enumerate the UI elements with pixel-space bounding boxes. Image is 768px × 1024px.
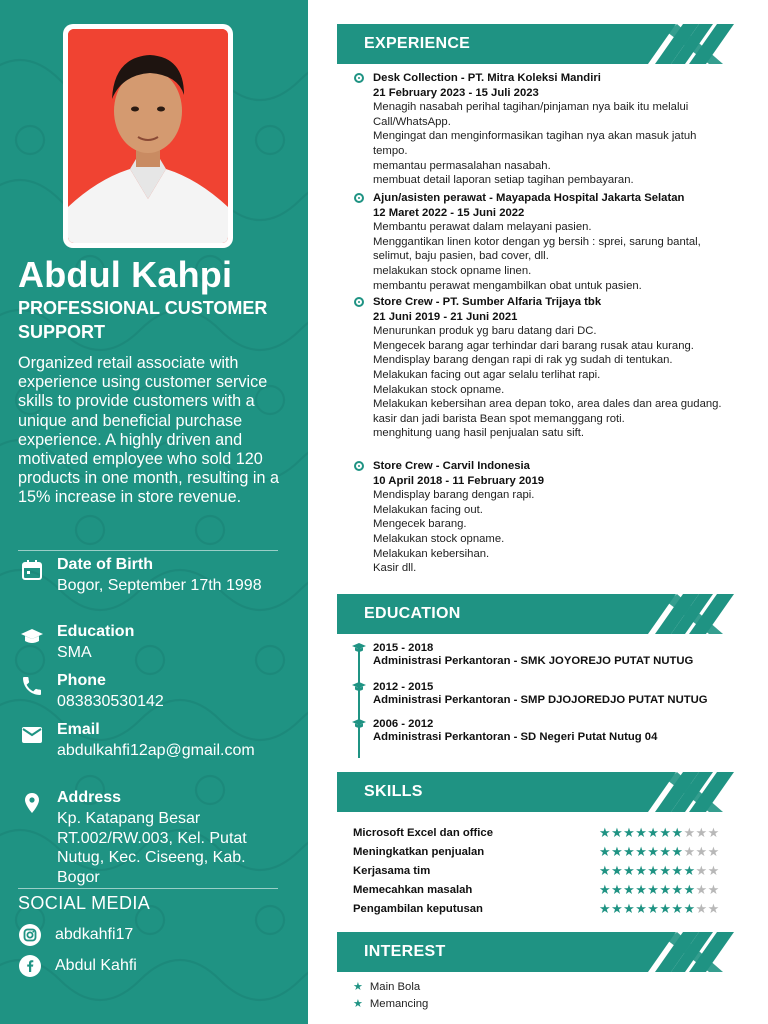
email-icon [20, 723, 44, 747]
experience-item [354, 295, 734, 441]
timeline-bullet-icon [354, 193, 364, 203]
info-education [18, 623, 298, 663]
social-facebook[interactable] [18, 954, 278, 978]
rating-star-icon: ★ [611, 864, 624, 879]
skill-rating-stars-icon [599, 902, 720, 917]
experience-line: Menurunkan produk yg baru datang dari DC. [373, 325, 597, 338]
rating-star-icon: ★ [707, 883, 720, 898]
rating-star-icon: ★ [647, 902, 660, 917]
rating-star-icon: ★ [623, 845, 636, 860]
interest-header [337, 932, 734, 972]
profile-name: Abdul Kahpi [18, 254, 233, 295]
rating-star-icon: ★ [671, 845, 684, 860]
experience-line: Mengingat dan menginformasikan tagihan nya akan masuk jatuh tempo. [373, 130, 697, 157]
interest-label: Memancing [369, 998, 429, 1010]
experience-heading: Store Crew - Carvil Indonesia [373, 460, 530, 472]
education-detail: Administrasi Perkantoran - SMK JOYOREJO PUTAT NUTUG [373, 655, 694, 667]
skill-rating-stars-icon [599, 864, 720, 879]
rating-star-icon: ★ [599, 902, 612, 917]
profile-photo [68, 29, 228, 243]
rating-star-icon: ★ [623, 883, 636, 898]
info-phone [18, 672, 298, 712]
experience-line: Melakukan kebersihan. [373, 547, 490, 560]
rating-star-icon: ★ [683, 845, 696, 860]
skill-row [353, 883, 738, 899]
experience-line: menghitung uang hasil penjualan satu sift. [373, 427, 585, 440]
instagram-icon [18, 923, 42, 947]
experience-header [337, 24, 734, 64]
rating-star-icon: ★ [671, 902, 684, 917]
experience-item [354, 191, 734, 293]
info-value: 083830530142 [57, 693, 164, 710]
experience-line: Mengecek barang. [373, 518, 467, 531]
info-label: Phone [57, 672, 106, 689]
experience-dates: 10 April 2018 - 11 February 2019 [373, 474, 545, 487]
facebook-name[interactable]: Abdul Kahfi [55, 957, 137, 974]
education-item [352, 642, 742, 668]
info-value: Bogor, September 17th 1998 [57, 577, 262, 594]
sidebar [0, 0, 308, 1024]
rating-star-icon: ★ [635, 845, 648, 860]
experience-line: melakukan stock opname linen. [373, 264, 532, 277]
experience-heading: Ajun/asisten perawat - Mayapada Hospital Jakarta Selatan [373, 192, 685, 204]
timeline-bullet-icon [354, 297, 364, 307]
social-media-title: SOCIAL MEDIA [18, 893, 151, 913]
education-item [352, 681, 742, 707]
rating-star-icon: ★ [647, 883, 660, 898]
experience-line: Menggantikan linen kotor dengan yg bersih : sprei, sarung bantal, selimut, baju pasien, bad cover, dll. [373, 235, 701, 263]
experience-item [354, 71, 734, 188]
info-label: Email [57, 721, 100, 738]
skill-row [353, 864, 738, 880]
rating-star-icon: ★ [707, 902, 720, 917]
interest-item [353, 997, 428, 1010]
profile-summary: Organized retail associate with experience using customer service skills to provide customers with a unique and beneficial purchase experience. A highly driven and motivated employee who sold 120 products in one month, resulting in a 15% increase in store revenue. [18, 354, 279, 507]
graduation-cap-icon [352, 718, 366, 730]
profile-photo-frame [63, 24, 233, 248]
rating-star-icon: ★ [599, 845, 612, 860]
rating-star-icon: ★ [671, 864, 684, 879]
info-email [18, 721, 298, 781]
experience-item [354, 459, 734, 576]
phone-icon [20, 674, 44, 698]
rating-star-icon: ★ [635, 902, 648, 917]
rating-star-icon: ★ [611, 826, 624, 841]
rating-star-icon: ★ [599, 826, 612, 841]
rating-star-icon: ★ [635, 883, 648, 898]
timeline-bullet-icon [354, 73, 364, 83]
education-header [337, 594, 734, 634]
experience-line: memantau permasalahan nasabah. [373, 159, 551, 172]
info-label: Education [57, 623, 135, 640]
skill-name: Pengambilan keputusan [353, 903, 483, 915]
education-detail: Administrasi Perkantoran - SMP DJOJOREDJO PUTAT NUTUG [373, 694, 708, 706]
divider [18, 550, 278, 551]
experience-line: Mengecek barang agar terhindar dari barang rusak atau kurang. [373, 339, 694, 352]
rating-star-icon: ★ [611, 883, 624, 898]
experience-line: Membantu perawat dalam melayani pasien. [373, 221, 592, 234]
experience-line: kasir dan jadi barista Bean spot memanggang roti. [373, 412, 625, 425]
skill-rating-stars-icon [599, 883, 720, 898]
rating-star-icon: ★ [659, 845, 672, 860]
divider [18, 888, 278, 889]
experience-line: Melakukan kebersihan area depan toko, area dales dan area gudang. [373, 398, 722, 411]
info-address [18, 789, 298, 885]
rating-star-icon: ★ [695, 883, 708, 898]
skill-row [353, 845, 738, 861]
skill-name: Meningkatkan penjualan [353, 846, 485, 858]
experience-dates: 21 February 2023 - 15 Juli 2023 [373, 86, 539, 99]
rating-star-icon: ★ [695, 864, 708, 879]
star-bullet-icon: ★ [353, 997, 363, 1010]
experience-line: Melakukan stock opname. [373, 532, 505, 545]
experience-line: Melakukan facing out. [373, 503, 483, 516]
experience-heading: Store Crew - PT. Sumber Alfaria Trijaya tbk [373, 296, 602, 308]
experience-line: Melakukan stock opname. [373, 383, 505, 396]
rating-star-icon: ★ [707, 864, 720, 879]
experience-line: membantu perawat mengambilkan obat untuk pasien. [373, 279, 642, 292]
calendar-icon [20, 558, 44, 582]
rating-star-icon: ★ [683, 826, 696, 841]
rating-star-icon: ★ [647, 864, 660, 879]
education-detail: Administrasi Perkantoran - SD Negeri Putat Nutug 04 [373, 731, 658, 743]
rating-star-icon: ★ [635, 826, 648, 841]
star-bullet-icon: ★ [353, 980, 363, 993]
section-title: INTEREST [364, 943, 446, 960]
rating-star-icon: ★ [695, 845, 708, 860]
rating-star-icon: ★ [599, 864, 612, 879]
skill-row [353, 826, 738, 842]
experience-line: membuat detail laporan setiap tagihan pembayaran. [373, 174, 634, 187]
rating-star-icon: ★ [611, 845, 624, 860]
experience-dates: 12 Maret 2022 - 15 Juni 2022 [373, 206, 525, 219]
rating-star-icon: ★ [707, 826, 720, 841]
rating-star-icon: ★ [659, 883, 672, 898]
rating-star-icon: ★ [695, 826, 708, 841]
skill-name: Kerjasama tim [353, 865, 431, 877]
skills-header [337, 772, 734, 812]
rating-star-icon: ★ [599, 883, 612, 898]
graduation-cap-icon [352, 642, 366, 654]
education-item [352, 718, 742, 744]
info-date-of-birth [18, 556, 298, 616]
profile-title: PROFESSIONAL CUSTOMER SUPPORT [18, 298, 268, 342]
instagram-handle[interactable]: abdkahfi17 [55, 926, 134, 943]
rating-star-icon: ★ [683, 902, 696, 917]
skill-rating-stars-icon [599, 826, 720, 841]
interest-item [353, 980, 420, 993]
graduation-cap-icon [352, 681, 366, 693]
rating-star-icon: ★ [671, 826, 684, 841]
section-title: EXPERIENCE [364, 35, 471, 52]
skill-name: Microsoft Excel dan office [353, 827, 493, 839]
experience-line: Mendisplay barang dengan rapi di rak yg sudah di tentukan. [373, 354, 673, 367]
rating-star-icon: ★ [623, 902, 636, 917]
rating-star-icon: ★ [659, 826, 672, 841]
experience-line: Mendisplay barang dengan rapi. [373, 489, 535, 502]
info-value: abdulkahfi12ap@gmail.com [57, 742, 255, 759]
section-title: EDUCATION [364, 605, 461, 622]
rating-star-icon: ★ [683, 883, 696, 898]
rating-star-icon: ★ [635, 864, 648, 879]
rating-star-icon: ★ [611, 902, 624, 917]
education-years: 2006 - 2012 [373, 718, 434, 730]
info-label: Address [57, 789, 122, 806]
rating-star-icon: ★ [659, 864, 672, 879]
rating-star-icon: ★ [695, 902, 708, 917]
experience-line: Melakukan facing out agar selalu terlihat rapi. [373, 368, 601, 381]
education-years: 2012 - 2015 [373, 681, 434, 693]
skill-row [353, 902, 738, 918]
rating-star-icon: ★ [623, 826, 636, 841]
graduation-cap-icon [20, 625, 44, 649]
rating-star-icon: ★ [671, 883, 684, 898]
social-instagram[interactable] [18, 923, 278, 947]
experience-heading: Desk Collection - PT. Mitra Koleksi Mandiri [373, 72, 601, 84]
experience-line: Kasir dll. [373, 562, 417, 575]
timeline-bullet-icon [354, 461, 364, 471]
info-value: SMA [57, 644, 92, 661]
location-pin-icon [20, 791, 44, 815]
experience-line: Menagih nasabah perihal tagihan/pinjaman nya baik itu melalui Call/WhatsApp. [373, 101, 689, 128]
section-title: SKILLS [364, 783, 423, 800]
rating-star-icon: ★ [623, 864, 636, 879]
rating-star-icon: ★ [707, 845, 720, 860]
rating-star-icon: ★ [659, 902, 672, 917]
rating-star-icon: ★ [647, 845, 660, 860]
rating-star-icon: ★ [647, 826, 660, 841]
info-value: Kp. Katapang Besar RT.002/RW.003, Kel. Putat Nutug, Kec. Ciseeng, Kab. Bogor [57, 810, 247, 886]
skill-name: Memecahkan masalah [353, 884, 473, 896]
info-label: Date of Birth [57, 556, 153, 573]
interest-label: Main Bola [369, 981, 421, 993]
experience-dates: 21 Juni 2019 - 21 Juni 2021 [373, 310, 518, 323]
rating-star-icon: ★ [683, 864, 696, 879]
education-years: 2015 - 2018 [373, 642, 434, 654]
facebook-icon [18, 954, 42, 978]
skill-rating-stars-icon [599, 845, 720, 860]
